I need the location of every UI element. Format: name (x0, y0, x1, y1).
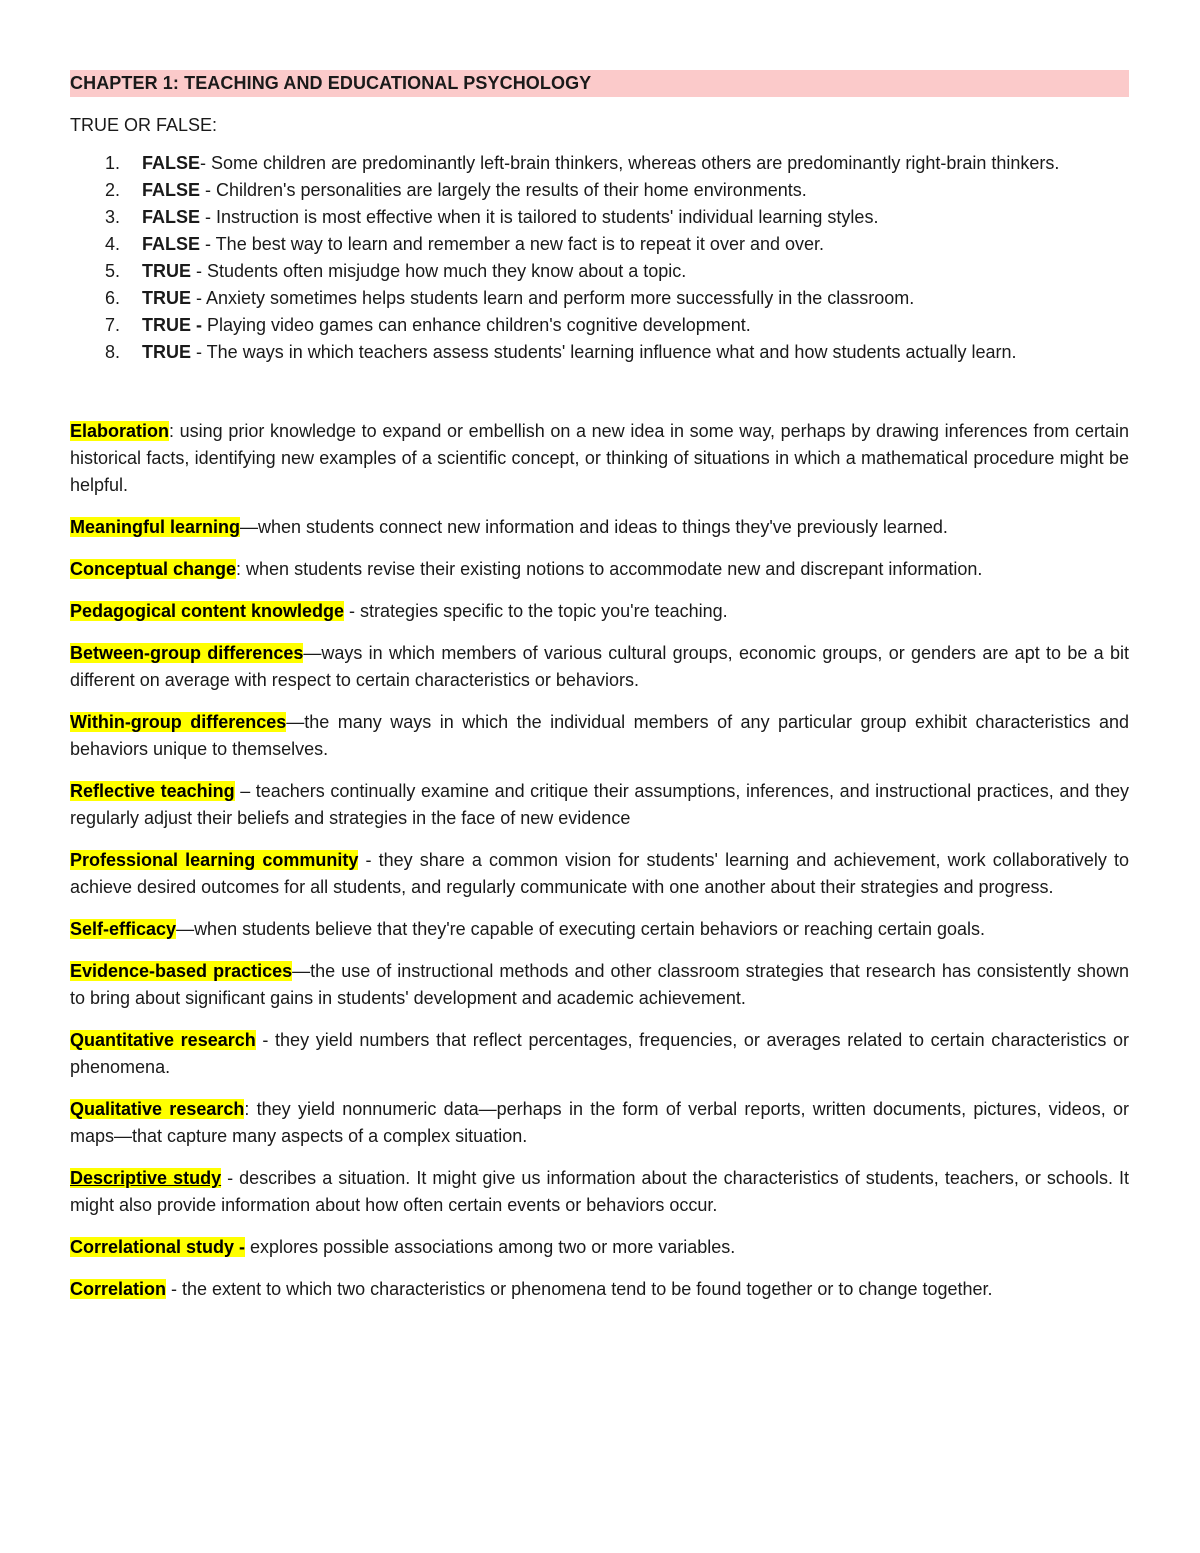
glossary (70, 418, 1129, 1303)
item-answer: FALSE (142, 234, 201, 254)
glossary-definition: - strategies specific to the topic you're teaching. (344, 601, 728, 621)
item-answer: TRUE (142, 342, 191, 362)
glossary-definition: —the many ways in which the individual members of any particular group exhibit characteristics and behaviors unique to themselves. (70, 712, 1129, 759)
list-item (70, 285, 1129, 312)
list-item (70, 177, 1129, 204)
glossary-definition: : using prior knowledge to expand or embellish on a new idea in some way, perhaps by drawing inferences from certain historical facts, identifying new examples of a scientific concept, or thinking of situations in which a mathematical procedure might be helpful. (70, 421, 1129, 495)
list-item (70, 339, 1129, 366)
item-answer: TRUE - (142, 315, 202, 335)
glossary-term: Quantitative research (70, 1030, 256, 1050)
list-item (70, 150, 1129, 177)
glossary-entry (70, 958, 1129, 1012)
item-statement: - The ways in which teachers assess students' learning influence what and how students actually learn. (191, 342, 1017, 362)
glossary-entry (70, 916, 1129, 943)
glossary-definition: - they share a common vision for students' learning and achievement, work collaboratively to achieve desired outcomes for all students, and regularly communicate with one another about their strategies and progress. (70, 850, 1129, 897)
item-number: 5. (105, 261, 121, 281)
item-number: 6. (105, 288, 121, 308)
glossary-definition: —the use of instructional methods and other classroom strategies that research has consistently shown to bring about significant gains in students' development and academic achievement. (70, 961, 1129, 1008)
glossary-definition: —when students connect new information and ideas to things they've previously learned. (240, 517, 948, 537)
item-number: 3. (105, 207, 121, 227)
item-number: 4. (105, 234, 121, 254)
glossary-entry (70, 709, 1129, 763)
glossary-entry (70, 1234, 1129, 1261)
item-answer: FALSE (142, 207, 201, 227)
glossary-term: Elaboration (70, 421, 170, 441)
glossary-term: Qualitative research (70, 1099, 245, 1119)
item-answer: TRUE (142, 261, 191, 281)
document-page (70, 70, 1129, 1318)
list-item (70, 231, 1129, 258)
glossary-definition: - they yield numbers that reflect percentages, frequencies, or averages related to certain characteristics or phenomena. (70, 1030, 1129, 1077)
glossary-term: Conceptual change (70, 559, 237, 579)
glossary-term: Pedagogical content knowledge (70, 601, 345, 621)
glossary-term: Evidence-based practices (70, 961, 293, 981)
glossary-entry (70, 1276, 1129, 1303)
glossary-definition: explores possible associations among two or more variables. (245, 1237, 736, 1257)
glossary-entry (70, 418, 1129, 499)
item-statement: - Anxiety sometimes helps students learn and perform more successfully in the classroom. (191, 288, 915, 308)
list-item (70, 258, 1129, 285)
glossary-entry (70, 1027, 1129, 1081)
item-number: 2. (105, 180, 121, 200)
glossary-term: Within-group differences (70, 712, 287, 732)
glossary-definition: - describes a situation. It might give us information about the characteristics of students, teachers, or schools. It might also provide information about how often certain events or behaviors occur. (70, 1168, 1129, 1215)
item-number: 7. (105, 315, 121, 335)
item-number: 8. (105, 342, 121, 362)
glossary-entry (70, 640, 1129, 694)
glossary-term: Professional learning community (70, 850, 359, 870)
list-item (70, 204, 1129, 231)
glossary-entry (70, 598, 1129, 625)
glossary-entry (70, 1096, 1129, 1150)
glossary-definition: : they yield nonnumeric data—perhaps in the form of verbal reports, written documents, pictures, videos, or maps—that capture many aspects of a complex situation. (70, 1099, 1129, 1146)
glossary-term: Reflective teaching (70, 781, 235, 801)
chapter-title: CHAPTER 1: TEACHING AND EDUCATIONAL PSYCHOLOGY (70, 70, 1129, 97)
glossary-term: Meaningful learning (70, 517, 241, 537)
glossary-entry (70, 847, 1129, 901)
item-statement: - The best way to learn and remember a new fact is to repeat it over and over. (200, 234, 825, 254)
item-answer: TRUE (142, 288, 191, 308)
glossary-term: Correlational study - (70, 1237, 246, 1257)
true-false-heading: TRUE OR FALSE: (70, 115, 218, 135)
item-number: 1. (105, 153, 121, 173)
glossary-entry (70, 1165, 1129, 1219)
glossary-entry (70, 556, 1129, 583)
true-false-list (70, 150, 1129, 366)
glossary-term: Descriptive study (70, 1168, 222, 1188)
glossary-entry (70, 514, 1129, 541)
item-answer: FALSE (142, 153, 201, 173)
glossary-term: Self-efficacy (70, 919, 177, 939)
glossary-entry (70, 778, 1129, 832)
glossary-definition: – teachers continually examine and critique their assumptions, inferences, and instructional practices, and they regularly adjust their beliefs and strategies in the face of new evidence (70, 781, 1129, 828)
glossary-definition: —ways in which members of various cultural groups, economic groups, or genders are apt to be a bit different on average with respect to certain characteristics or behaviors. (70, 643, 1130, 690)
glossary-term: Correlation (70, 1279, 167, 1299)
item-answer: FALSE (142, 180, 201, 200)
item-statement: - Some children are predominantly left-brain thinkers, whereas others are predominantly right-brain thinkers. (200, 153, 1060, 173)
glossary-definition: - the extent to which two characteristics or phenomena tend to be found together or to change together. (166, 1279, 993, 1299)
glossary-definition: : when students revise their existing notions to accommodate new and discrepant information. (236, 559, 983, 579)
glossary-term: Between-group differences (70, 643, 304, 663)
item-statement: - Students often misjudge how much they know about a topic. (191, 261, 687, 281)
item-statement: Playing video games can enhance children's cognitive development. (202, 315, 751, 335)
item-statement: - Instruction is most effective when it is tailored to students' individual learning styles. (200, 207, 879, 227)
glossary-definition: —when students believe that they're capable of executing certain behaviors or reaching certain goals. (176, 919, 985, 939)
list-item (70, 312, 1129, 339)
item-statement: - Children's personalities are largely the results of their home environments. (200, 180, 807, 200)
